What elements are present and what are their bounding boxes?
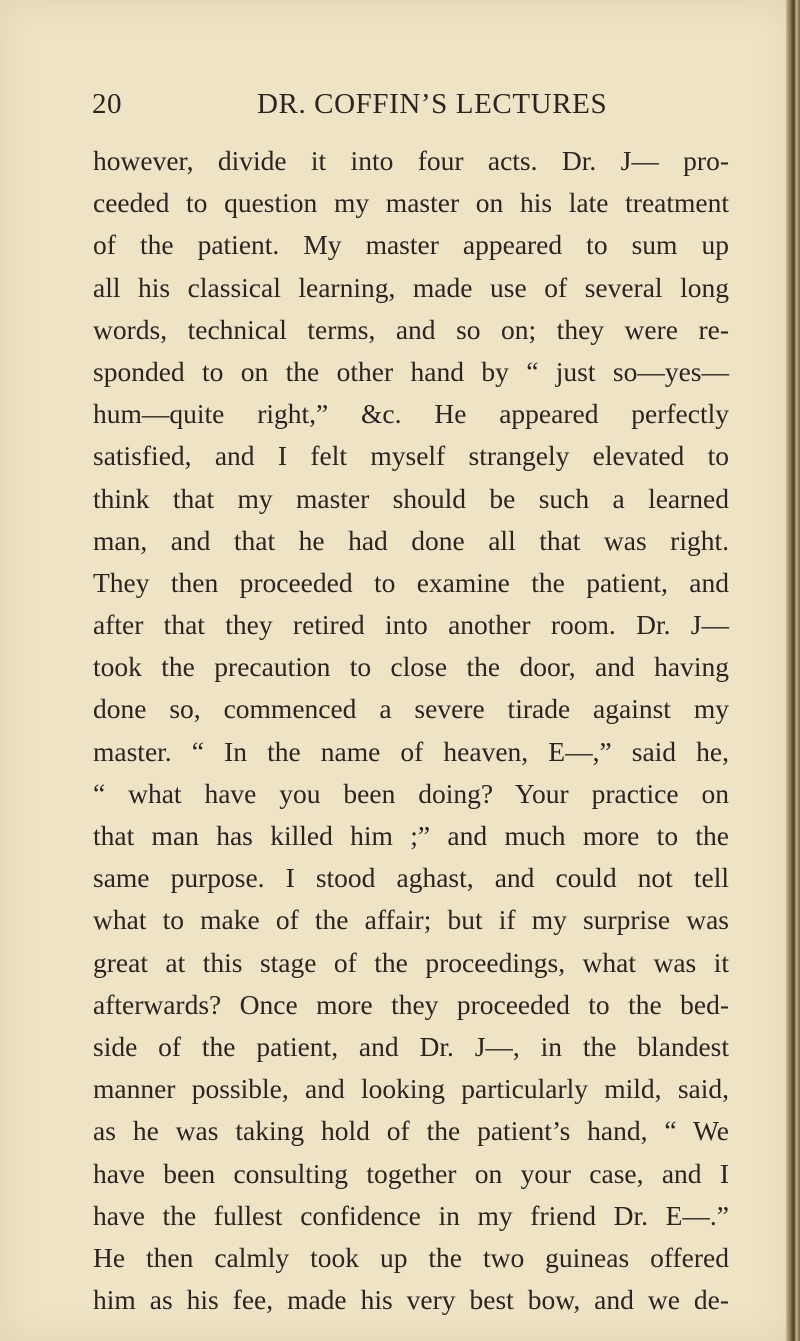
- text-line: after that they retired into another room. Dr. J—: [93, 609, 729, 641]
- running-title: DR. COFFIN’S LECTURES: [257, 88, 608, 120]
- text-line: hum—quite right,” &c. He appeared perfectly: [93, 398, 729, 430]
- text-line: all his classical learning, made use of several long: [93, 271, 729, 303]
- text-line: have been consulting together on your case, and I: [93, 1157, 729, 1189]
- text-line: of the patient. My master appeared to sum up: [93, 229, 729, 261]
- text-line: have the fullest confidence in my friend Dr. E—.”: [93, 1199, 729, 1231]
- text-line: however, divide it into four acts. Dr. J— pro-: [93, 145, 729, 176]
- text-line: He then calmly took up the two guineas offered: [93, 1241, 729, 1273]
- text-line: great at this stage of the proceedings, what was it: [93, 946, 729, 978]
- text-line: think that my master should be such a learned: [93, 482, 729, 514]
- text-line: same purpose. I stood aghast, and could not tell: [93, 862, 729, 894]
- text-line: sponded to on the other hand by “ just so—yes—: [93, 355, 729, 387]
- text-line: afterwards? Once more they proceeded to the bed-: [93, 988, 729, 1020]
- text-line: “ what have you been doing? Your practice on: [93, 777, 729, 809]
- book-spine-edge: [786, 0, 800, 1341]
- text-line: that man has killed him ;” and much more to the: [93, 820, 729, 851]
- text-line: manner possible, and looking particularly mild, said,: [93, 1073, 729, 1105]
- text-line: him as his fee, made his very best bow, and we de-: [93, 1284, 729, 1316]
- text-line: side of the patient, and Dr. J—, in the blandest: [93, 1030, 729, 1062]
- text-line: words, technical terms, and so on; they were re-: [93, 313, 729, 345]
- body-text: [93, 140, 729, 1321]
- text-line: They then proceeded to examine the patient, and: [93, 566, 729, 598]
- text-line: as he was taking hold of the patient’s hand, “ We: [93, 1115, 729, 1147]
- text-line: done so, commenced a severe tirade against my: [93, 693, 729, 725]
- page-number: 20: [92, 88, 122, 120]
- text-line: master. “ In the name of heaven, E—,” said he,: [93, 735, 729, 767]
- text-line: what to make of the affair; but if my surprise was: [93, 904, 729, 936]
- text-line: satisfied, and I felt myself strangely elevated to: [93, 440, 729, 472]
- text-line: took the precaution to close the door, and having: [93, 651, 729, 683]
- page-header: [92, 88, 722, 128]
- text-line: man, and that he had done all that was right.: [93, 524, 729, 556]
- text-line: ceeded to question my master on his late treatment: [93, 187, 729, 219]
